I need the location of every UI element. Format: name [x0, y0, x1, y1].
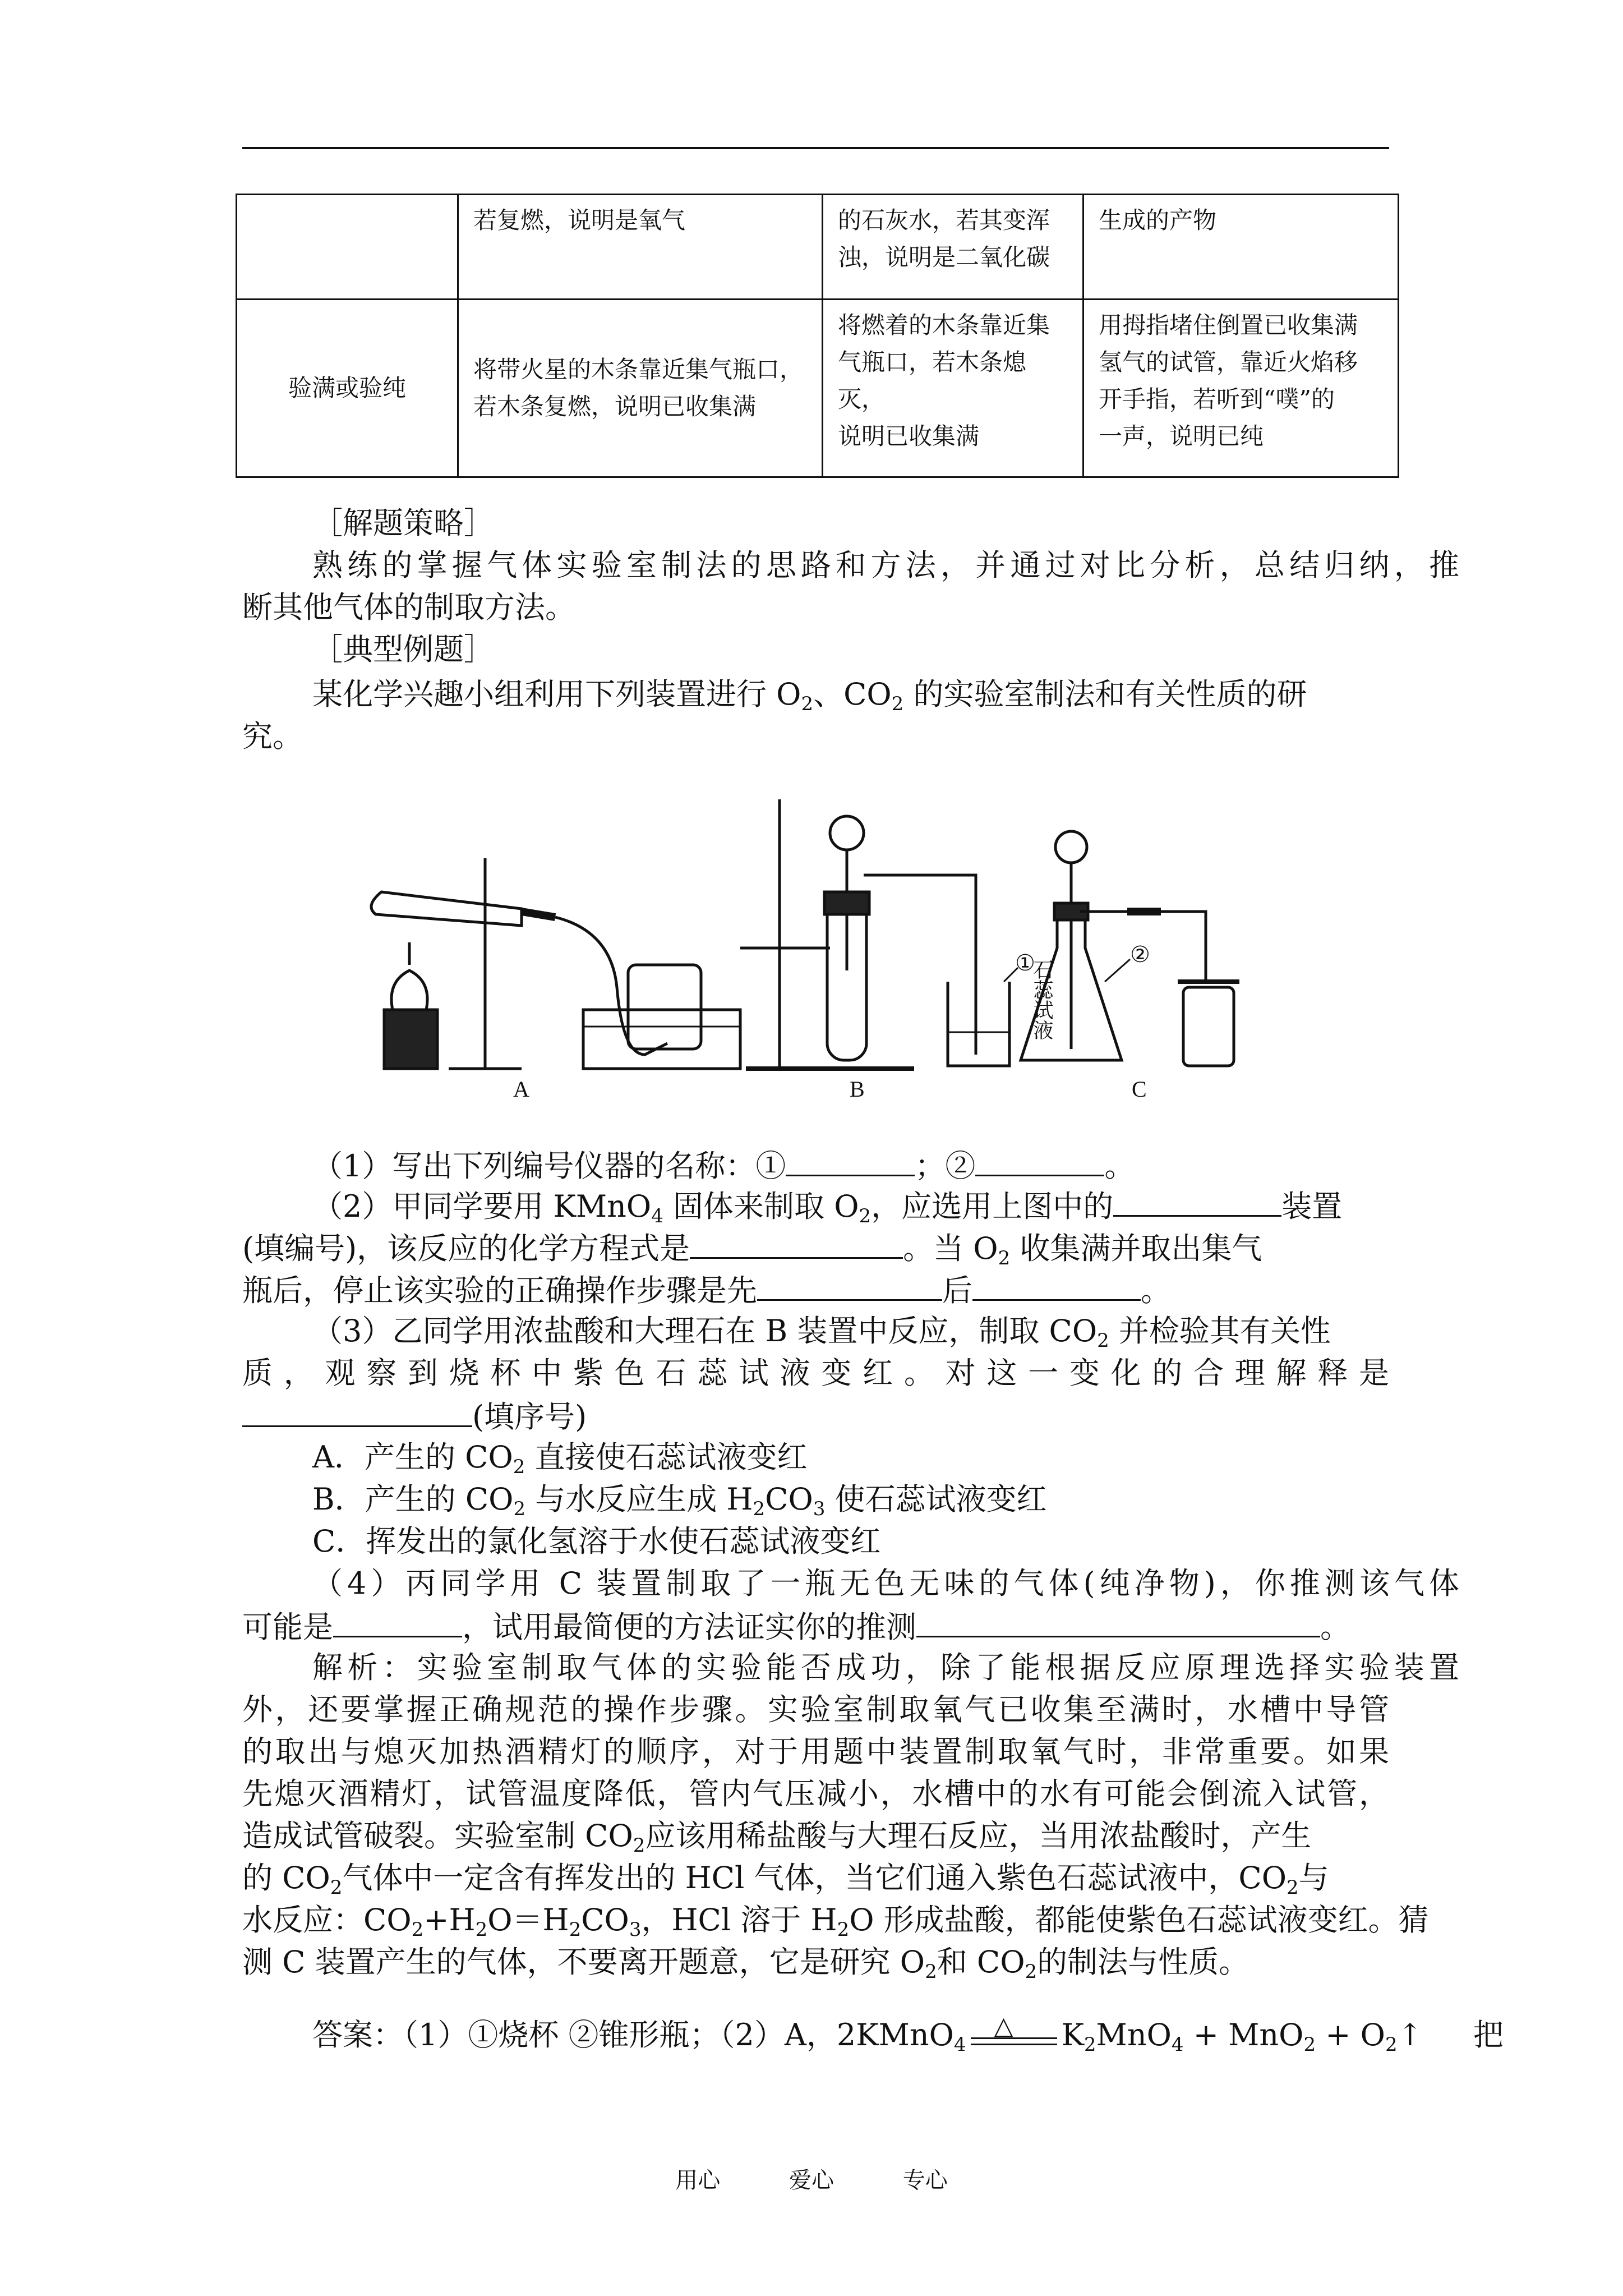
- answer-blank[interactable]: [786, 1143, 915, 1176]
- figure-label-c: C: [1132, 1076, 1147, 1099]
- rubber-stopper: [824, 892, 869, 914]
- heat-symbol: △: [994, 2012, 1013, 2040]
- option-c: C．挥发出的氯化氢溶于水使石蕊试液变红: [312, 1524, 881, 1559]
- strategy-text-line: 熟练的掌握气体实验室制法的思路和方法，并通过对比分析，总结归纳，推: [312, 547, 1459, 583]
- question-4-line: （4）丙同学用 C 装置制取了一瓶无色无味的气体(纯净物)，你推测该气体: [312, 1566, 1459, 1601]
- mark-1: ①: [1015, 950, 1035, 976]
- answer-blank[interactable]: [333, 1604, 462, 1637]
- delivery-tube: [864, 875, 976, 1055]
- answer-blank[interactable]: [757, 1268, 942, 1301]
- example-intro: 某化学兴趣小组利用下列装置进行 $O_2$、$CO_2$ 的实验室制法和有关性质的研: [312, 677, 1307, 715]
- answer-blank[interactable]: [690, 1226, 903, 1259]
- table-cell: 的石灰水，若其变浑 浊，说明是二氧化碳: [823, 195, 1083, 300]
- gas-comparison-table: [236, 194, 1399, 478]
- question-2-line: (填编号)，该反应的化学方程式是 。当 $O_2$ 收集满并取出集气: [242, 1226, 1389, 1270]
- page-footer: [0, 2162, 1623, 2194]
- analysis-line: 先熄灭酒精灯，试管温度降低，管内气压减小，水槽中的水有可能会倒流入试管，: [242, 1776, 1389, 1811]
- footer-word: 用心: [675, 2168, 721, 2193]
- answer-blank[interactable]: [972, 1268, 1141, 1301]
- analysis-line: 测 C 装置产生的气体，不要离开题意，它是研究 $O_2$和 $CO_2$的制法与性质。: [242, 1944, 1249, 1983]
- funnel-bulb: [1055, 831, 1087, 863]
- analysis-line: 解析：实验室制取气体的实验能否成功，除了能根据反应原理选择实验装置: [312, 1650, 1459, 1685]
- example-intro: 究。: [242, 719, 303, 754]
- table-cell: 若复燃，说明是氧气: [458, 195, 823, 300]
- table-cell: 生成的产物: [1083, 195, 1399, 300]
- reaction-condition: [966, 2012, 1062, 2054]
- footer-word: 专心: [902, 2168, 948, 2193]
- question-3-line: 质，观察到烧杯中紫色石蕊试液变红。对这一变化的合理解释是: [242, 1355, 1389, 1391]
- footer-word: 爱心: [789, 2168, 834, 2193]
- option-b: B．产生的 $CO_2$ 与水反应生成 $H_2CO_3$ 使石蕊试液变红: [312, 1481, 1047, 1520]
- heating-block: [384, 1010, 437, 1069]
- question-1: （1）写出下列编号仪器的名称：① ；② 。: [242, 1143, 1459, 1188]
- table-cell: [237, 195, 458, 300]
- apparatus-b: [740, 799, 1018, 1069]
- table-row: [237, 300, 1399, 477]
- test-tube: [371, 892, 522, 926]
- question-2-line: 瓶后，停止该实验的正确操作步骤是先 后 。: [242, 1268, 1389, 1312]
- question-2-line: （2）甲同学要用 KMnO$_4$ 固体来制取 $O_2$，应选用上图中的 装置: [242, 1184, 1459, 1228]
- answer-blank[interactable]: [916, 1604, 1320, 1637]
- rubber-stopper: [522, 912, 555, 917]
- header-rule: [242, 147, 1389, 149]
- option-a: A．产生的 $CO_2$ 直接使石蕊试液变红: [312, 1439, 808, 1478]
- answer-blank[interactable]: [1113, 1184, 1281, 1217]
- table-cell: 将燃着的木条靠近集 气瓶口，若木条熄灭， 说明已收集满: [823, 300, 1083, 477]
- question-3-line: （3）乙同学用浓盐酸和大理石在 B 装置中反应，制取 $CO_2$ 并检验其有关性: [312, 1313, 1331, 1352]
- analysis-line: 的取出与熄灭加热酒精灯的顺序，对于用题中装置制取氧气时，非常重要。如果: [242, 1734, 1389, 1769]
- apparatus-figure: [353, 797, 1273, 1099]
- analysis-line: 水反应：$CO_2+H_2O=H_2CO_3$，HCl 溶于 $H_2O$ 形成盐酸，都能使紫色石蕊试液变红。猜: [242, 1902, 1429, 1941]
- figure-label-a: A: [513, 1076, 529, 1099]
- water-trough: [583, 1010, 740, 1069]
- strategy-text-line: 断其他气体的制取方法。: [242, 590, 575, 625]
- example-heading: ［典型例题］: [312, 632, 494, 667]
- apparatus-a: [371, 858, 740, 1069]
- question-3-line: (填序号): [242, 1394, 1389, 1438]
- reagent-label: 石蕊试液: [1031, 959, 1053, 1040]
- strategy-heading: ［解题策略］: [312, 505, 494, 541]
- analysis-line: 外，还要掌握正确规范的操作步骤。实验室制取氧气已收集至满时，水槽中导管: [242, 1692, 1389, 1727]
- label-line-2: [1105, 959, 1130, 982]
- table-row: [237, 195, 1399, 300]
- analysis-line: 的 $CO_2$气体中一定含有挥发出的 HCl 气体，当它们通入紫色石蕊试液中，$CO_2$与: [242, 1860, 1329, 1899]
- mark-2: ②: [1130, 942, 1150, 967]
- row-label-cell: 验满或验纯: [237, 300, 458, 477]
- alcohol-lamp: [391, 970, 427, 1010]
- question-4-line: 可能是 ，试用最简便的方法证实你的推测 。: [242, 1604, 1389, 1649]
- answer-line: 答案：（1）①烧杯 ②锥形瓶；（2）A，2KMnO$_4$ △ $K_2MnO_4 + MnO_2$ + $O_2↑$ 把: [242, 2014, 1459, 2056]
- collecting-bottle: [1183, 987, 1234, 1066]
- table-cell: 将带火星的木条靠近集气瓶口， 若木条复燃，说明已收集满: [458, 300, 823, 477]
- gas-arrow: ↑: [1397, 2017, 1423, 2053]
- funnel-bulb: [830, 816, 864, 850]
- delivery-tube: [555, 917, 667, 1055]
- equals-sign: [971, 2037, 1057, 2045]
- beaker: [948, 982, 1009, 1066]
- answer-blank[interactable]: [975, 1143, 1104, 1176]
- gas-jar: [628, 965, 701, 1049]
- figure-label-b: B: [850, 1076, 865, 1099]
- answer-blank[interactable]: [242, 1394, 472, 1427]
- analysis-line: 造成试管破裂。实验室制 $CO_2$应该用稀盐酸与大理石反应，当用浓盐酸时，产生: [242, 1818, 1312, 1857]
- table-cell: 用拇指堵住倒置已收集满 氢气的试管，靠近火焰移 开手指，若听到“噗”的 一声，说明已纯: [1083, 300, 1399, 477]
